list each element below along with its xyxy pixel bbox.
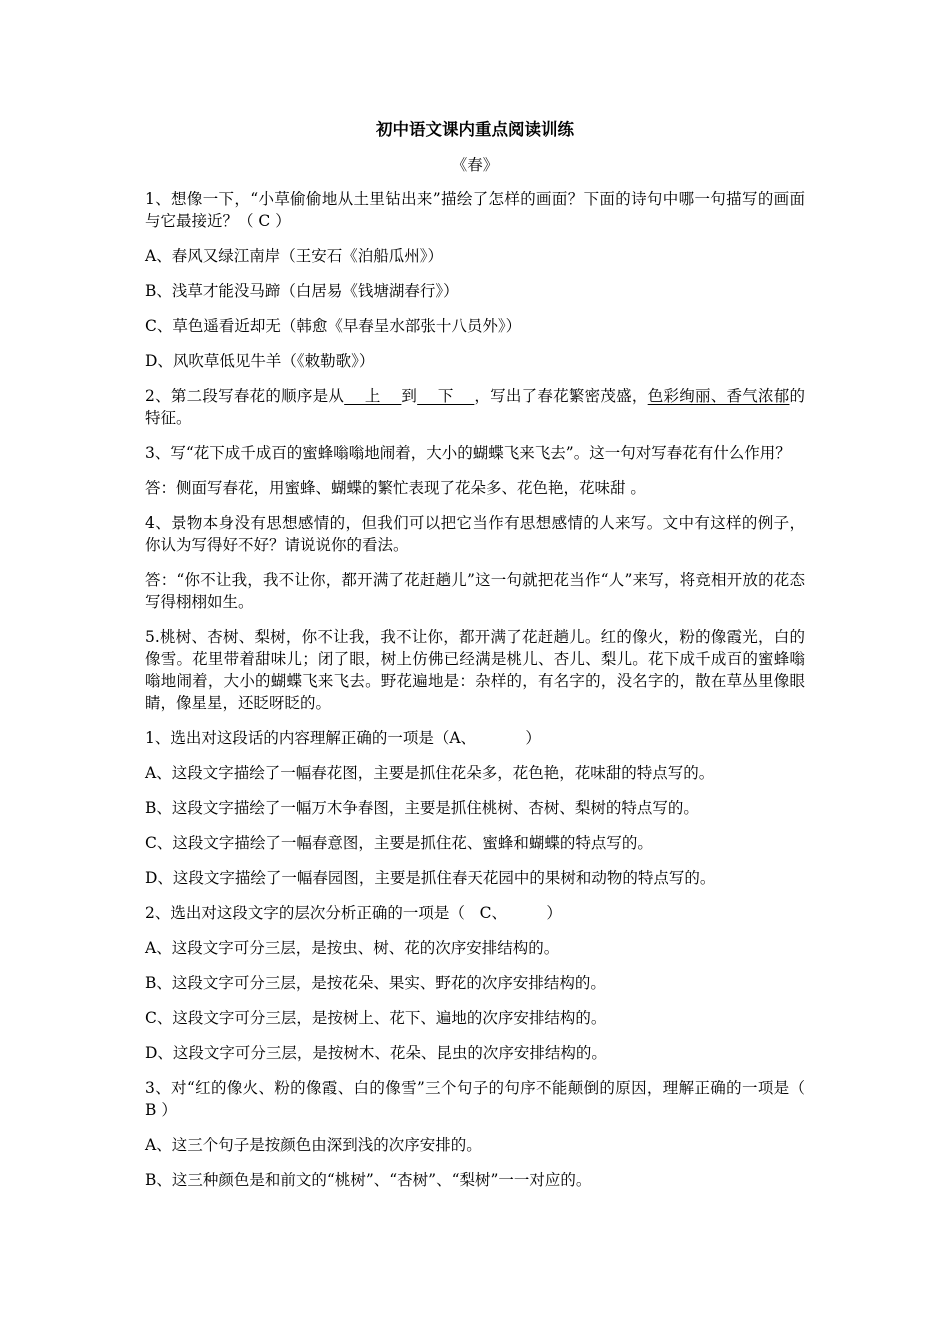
q2-mid-1: 到 [401, 387, 418, 405]
q2-mid-2: ，写出了春花繁密茂盛， [474, 387, 648, 405]
question-1: 1、想像一下，“小草偷偷地从土里钻出来”描绘了怎样的画面？下面的诗句中哪一句描写的画面与它最接近？（ C ） [145, 190, 805, 230]
q2-blank-2: 下 [417, 387, 475, 405]
q5-sub-2-option-a: A、这段文字可分三层，是按虫、树、花的次序安排结构的。 [145, 939, 560, 957]
page-title: 初中语文课内重点阅读训练 [376, 120, 574, 139]
q2-suffix: 的特征。 [145, 387, 805, 427]
q3-answer: 答：侧面写春花，用蜜蜂、蝴蝶的繁忙表现了花朵多、花色艳，花味甜 。 [145, 479, 646, 497]
q5-sub-2: 2、选出对这段文字的层次分析正确的一项是（ C、 ） [145, 904, 562, 922]
q5-sub-1-option-d: D、这段文字描绘了一幅春园图，主要是抓住春天花园中的果树和动物的特点写的。 [145, 869, 716, 887]
q5-sub-3: 3、对“红的像火、粉的像霞、白的像雪”三个句子的句序不能颠倒的原因，理解正确的一项是（ B ） [145, 1079, 805, 1119]
q5-sub-2-option-c: C、这段文字可分三层，是按树上、花下、遍地的次序安排结构的。 [145, 1009, 607, 1027]
question-4: 4、景物本身没有思想感情的，但我们可以把它当作有思想感情的人来写。文中有这样的例子，你认为写得好不好？请说说你的看法。 [145, 514, 805, 554]
q2-prefix: 2、第二段写春花的顺序是从 [145, 387, 345, 405]
q5-sub-1-option-c: C、这段文字描绘了一幅春意图，主要是抓住花、蜜蜂和蝴蝶的特点写的。 [145, 834, 653, 852]
q2-blank-3: 色彩绚丽、香气浓郁 [647, 387, 790, 405]
q5-sub-3-option-a: A、这三个句子是按颜色由深到浅的次序安排的。 [145, 1136, 482, 1154]
question-3: 3、写“花下成千成百的蜜蜂嗡嗡地闹着，大小的蝴蝶飞来飞去”。这一句对写春花有什么作用？ [145, 444, 791, 462]
q1-option-a: A、春风又绿江南岸（王安石《泊船瓜州》） [145, 247, 443, 265]
q2-blank-1: 上 [344, 387, 402, 405]
q5-sub-1-option-b: B、这段文字描绘了一幅万木争春图，主要是抓住桃树、杏树、梨树的特点写的。 [145, 799, 699, 817]
q5-sub-1: 1、选出对这段话的内容理解正确的一项是（A、 ） [145, 729, 541, 747]
q5-sub-1-option-a: A、这段文字描绘了一幅春花图，主要是抓住花朵多，花色艳，花味甜的特点写的。 [145, 764, 715, 782]
q5-sub-3-option-b: B、这三种颜色是和前文的“桃树”、“杏树”、“梨树”一一对应的。 [145, 1171, 592, 1189]
question-5-passage: 5.桃树、杏树、梨树，你不让我，我不让你，都开满了花赶趟儿。红的像火，粉的像霞光，白的像雪。花里带着甜味儿；闭了眼，树上仿佛已经满是桃儿、杏儿、梨儿。花下成千成百的蜜蜂嗡嗡地闹着，大小的蝴蝶飞来飞去。野花遍地是：杂样的，有名字的，没名字的，散在草丛里像眼睛，像星星，还眨呀眨的。 [145, 628, 805, 712]
q1-option-c: C、草色遥看近却无（韩愈《早春呈水部张十八员外》） [145, 317, 522, 335]
q4-answer: 答：“你不让我，我不让你，都开满了花赶趟儿”这一句就把花当作“人”来写，将竞相开放的花态写得栩栩如生。 [145, 571, 805, 611]
q5-sub-2-option-b: B、这段文字可分三层，是按花朵、果实、野花的次序安排结构的。 [145, 974, 606, 992]
q5-sub-2-option-d: D、这段文字可分三层，是按树木、花朵、昆虫的次序安排结构的。 [145, 1044, 607, 1062]
page-subtitle: 《春》 [451, 156, 499, 174]
document-page [145, 118, 805, 1204]
q1-option-b: B、浅草才能没马蹄（白居易《钱塘湖春行》） [145, 282, 459, 300]
question-2 [145, 385, 805, 429]
q1-option-d: D、风吹草低见牛羊（《敕勒歌》） [145, 352, 375, 370]
